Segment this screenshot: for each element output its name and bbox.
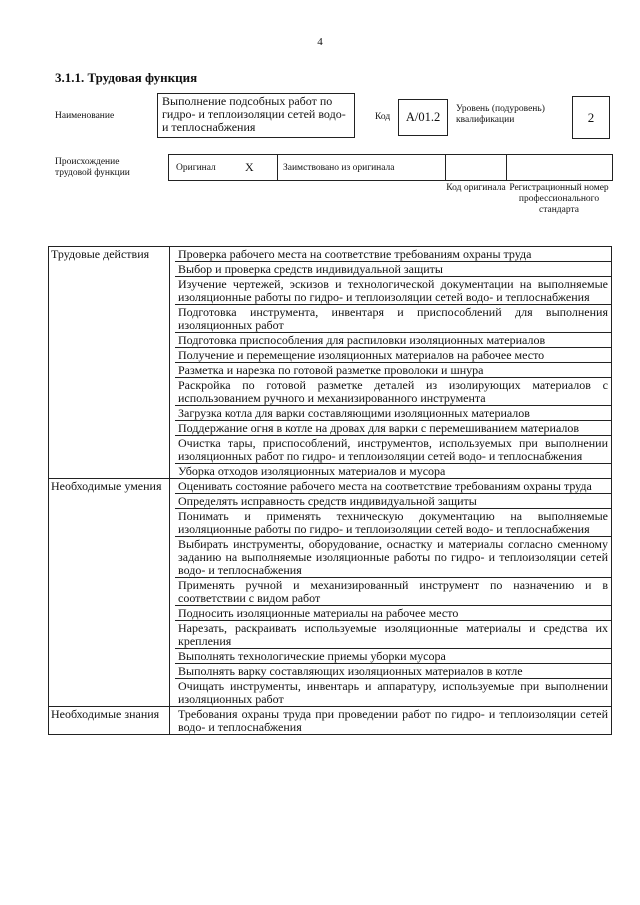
list-item: Требования охраны труда при проведении работ по гидро- и теплоизоляции сетей водо- и теплоснабжения	[178, 707, 608, 734]
list-item: Уборка отходов изоляционных материалов и мусора	[178, 464, 446, 478]
origin-table	[168, 154, 613, 181]
list-item: Разметка и нарезка по готовой разметке проволоки и шнура	[175, 363, 611, 378]
list-item: Проверка рабочего места на соответствие требованиям охраны труда	[175, 247, 611, 262]
required-knowledge-row	[49, 707, 612, 735]
list-item: Понимать и применять техническую документацию на выполняемые изоляционные работы по гидро- и теплоизоляции сетей водо- и теплоснабжения	[175, 509, 611, 537]
function-name-box	[157, 93, 355, 138]
list-item: Очищать инструменты, инвентарь и аппаратуру, используемые при выполнении изоляционных работ	[178, 679, 608, 706]
list-item: Подносить изоляционные материалы на рабочее место	[175, 606, 611, 621]
code-box	[398, 99, 448, 136]
list-item: Подготовка инструмента, инвентаря и приспособлений для выполнения изоляционных работ	[175, 305, 611, 333]
list-item: Загрузка котла для варки составляющими изоляционных материалов	[175, 406, 611, 421]
list-item: Выбирать инструменты, оборудование, оснастку и материалы согласно сменному заданию на выполняемые изоляционные работы по гидро- и теплоизоляции сетей водо- и теплоснабжения	[175, 537, 611, 578]
list-item: Нарезать, раскраивать используемые изоляционные материалы и средства их крепления	[175, 621, 611, 649]
list-item: Определять исправность средств индивидуальной защиты	[175, 494, 611, 509]
level-value: 2	[587, 109, 595, 125]
list-item: Раскройка по готовой разметке деталей из изолирующих материалов с использованием ручного и механизированного инструмента	[175, 378, 611, 406]
list-item: Выполнять варку составляющих изоляционных материалов в котле	[175, 664, 611, 679]
level-box	[572, 96, 610, 139]
list-item: Оценивать состояние рабочего места на соответствие требованиям охраны труда	[175, 479, 611, 494]
code-value: А/01.2	[405, 110, 441, 124]
main-table	[48, 246, 612, 735]
list-item: Получение и перемещение изоляционных материалов на рабочее место	[175, 348, 611, 363]
required-skills-row	[49, 479, 612, 707]
items-cell	[170, 247, 612, 479]
list-item: Очистка тары, приспособлений, инструментов, используемых при выполнении изоляционных работ по гидро- и теплоизоляции сетей водо- и теплоснабжения	[175, 436, 611, 464]
list-item: Выбор и проверка средств индивидуальной защиты	[175, 262, 611, 277]
labor-actions-row	[49, 247, 612, 479]
category-label: Необходимые умения	[49, 479, 170, 707]
category-label: Необходимые знания	[49, 707, 170, 735]
list-item: Поддержание огня в котле на дровах для варки с перемешиванием материалов	[175, 421, 611, 436]
name-label: Наименование	[55, 111, 115, 121]
origin-label: Происхождение трудовой функции	[55, 157, 130, 178]
code-original-caption: Код оригинала	[446, 183, 506, 193]
items-cell	[170, 707, 612, 735]
list-item: Применять ручной и механизированный инструмент по назначению и в соответствии с видом работ	[175, 578, 611, 606]
code-label: Код	[375, 112, 391, 122]
level-label: Уровень (подуровень) квалификации	[456, 104, 545, 125]
original-mark: X	[245, 160, 254, 174]
category-label: Трудовые действия	[49, 247, 170, 479]
page-number: 4	[317, 36, 323, 48]
original-label: Оригинал	[176, 162, 216, 173]
list-item: Изучение чертежей, эскизов и технологической документации на выполняемые изоляционные работы по гидро- и теплоизоляции сетей водо- и теплоснабжения	[175, 277, 611, 305]
section-title: 3.1.1. Трудовая функция	[55, 70, 198, 85]
list-item: Подготовка приспособления для распиловки изоляционных материалов	[175, 333, 611, 348]
registration-caption: Регистрационный номер профессионального стандарта	[509, 183, 609, 215]
function-name: Выполнение подсобных работ по гидро- и теплоизоляции сетей водо- и теплоснабжения	[162, 94, 346, 134]
list-item: Выполнять технологические приемы уборки мусора	[175, 649, 611, 664]
items-cell	[170, 479, 612, 707]
borrowed-label: Заимствовано из оригинала	[283, 162, 395, 173]
